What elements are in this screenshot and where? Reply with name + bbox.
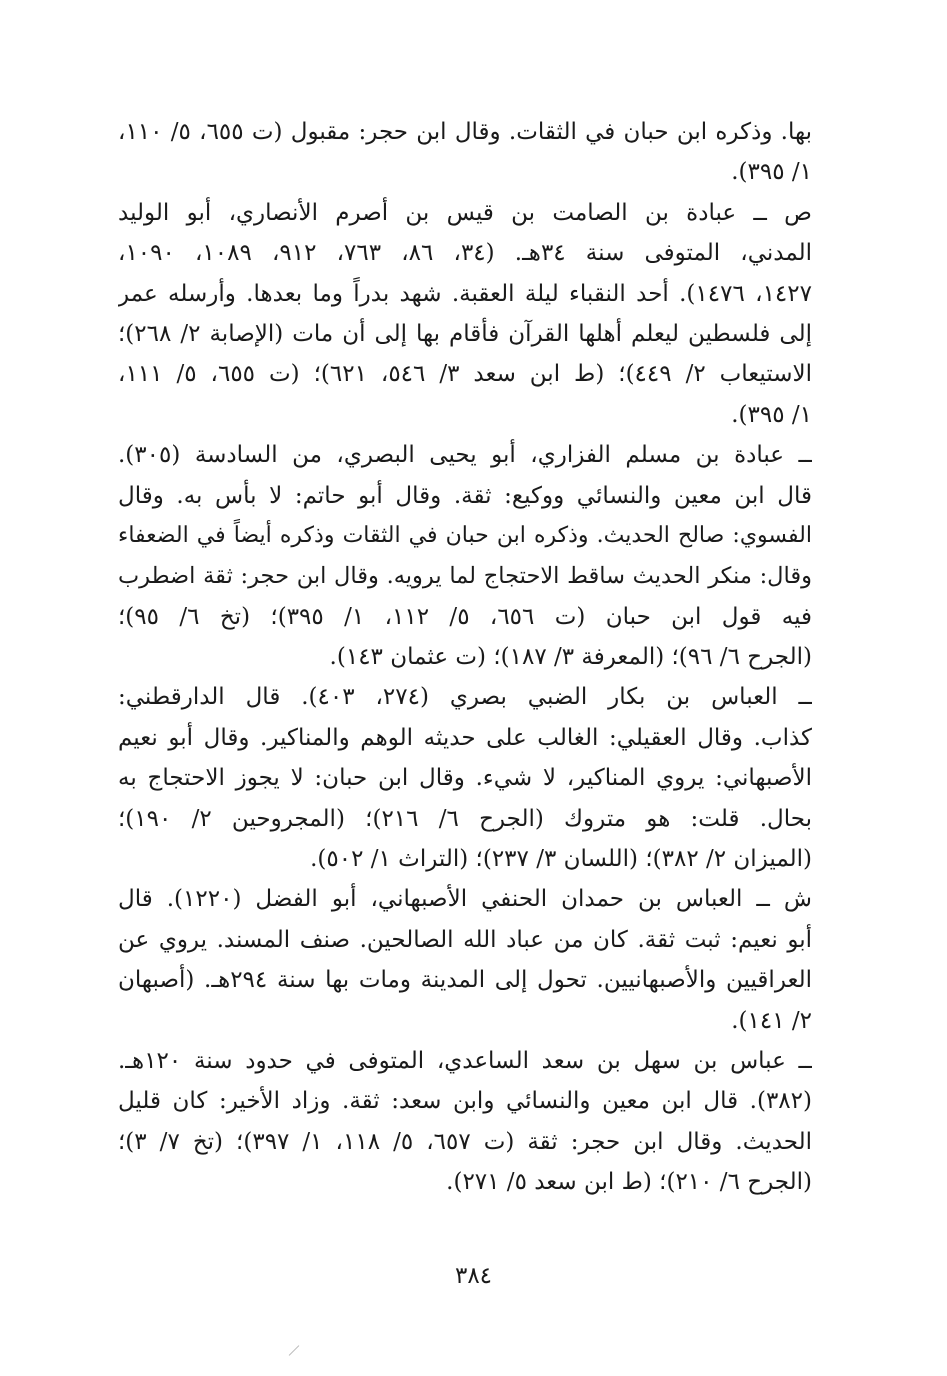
text-line: كذاب. وقال العقيلي: الغالب على حديثه الوهم والمناكير. وقال أبو نعيم: [118, 724, 812, 751]
text-line: الأصبهاني: يروي المناكير، لا شيء. وقال ابن حبان: لا يجوز الاحتجاج به: [118, 765, 812, 792]
text-line: بحال. قلت: هو متروك (الجرح ٦/ ٢١٦)؛ (المجروحين ٢/ ١٩٠)؛: [118, 805, 812, 832]
text-line: بها. وذكره ابن حبان في الثقات. وقال ابن حجر: مقبول (ت ٦٥٥، ٥/ ١١٠،: [118, 119, 812, 145]
text-line: ٢/ ١٤١).: [731, 1007, 812, 1034]
text-line: إلى فلسطين ليعلم أهلها القرآن فأقام بها إلى أن مات (الإصابة ٢/ ٢٦٨)؛: [118, 320, 812, 347]
text-line: ١/ ٣٩٥).: [731, 401, 812, 428]
text-line: العراقيين والأصبهانيين. تحول إلى المدينة ومات بها سنة ٢٩٤هـ. (أصبهان: [118, 967, 812, 994]
text-line: ص ــ عبادة بن الصامت بن قيس بن أصرم الأنصاري، أبو الوليد: [118, 199, 812, 226]
scan-artifact: [289, 1345, 300, 1356]
text-line: (الجرح ٦/ ٢١٠)؛ (ط ابن سعد ٥/ ٢٧١).: [446, 1169, 812, 1196]
text-line: ١/ ٣٩٥).: [731, 159, 812, 186]
text-line: فيه قول ابن حبان (ت ٦٥٦، ٥/ ١١٢، ١/ ٣٩٥)؛ (تخ ٦/ ٩٥)؛: [118, 603, 812, 630]
text-line: ١٤٢٧، ١٤٧٦). أحد النقباء ليلة العقبة. شهد بدراً وما بعدها. وأرسله عمر: [118, 280, 812, 307]
text-line: (٣٨٢). قال ابن معين والنسائي وابن سعد: ثقة. وزاد الأخير: كان قليل: [118, 1088, 812, 1115]
entry-continuation: [118, 112, 812, 193]
text-line: الحديث. وقال ابن حجر: ثقة (ت ٦٥٧، ٥/ ١١٨، ١/ ٣٩٧)؛ (تخ ٧/ ٣)؛: [118, 1128, 812, 1155]
text-line: الاستيعاب ٢/ ٤٤٩)؛ (ط ابن سعد ٣/ ٥٤٦، ٦٢١)؛ (ت ٦٥٥، ٥/ ١١١،: [118, 361, 812, 388]
text-line: ش ــ العباس بن حمدان الحنفي الأصبهاني، أبو الفضل (١٢٢٠). قال: [118, 886, 812, 913]
entry-ubada-ibn-al-samit: [118, 193, 812, 435]
entry-abbas-ibn-hamdan: [118, 879, 812, 1041]
text-line: أبو نعيم: ثبت ثقة. كان من عباد الله الصالحين. صنف المسند. يروي عن: [118, 926, 812, 953]
text-line: ــ العباس بن بكار الضبي بصري (٢٧٤، ٤٠٣). قال الدارقطني:: [118, 684, 812, 711]
entry-ubada-ibn-muslim: [118, 435, 812, 677]
page-number: ٣٨٤: [454, 1263, 493, 1289]
text-line: ــ عباس بن سهل بن سعد الساعدي، المتوفى في حدود سنة ١٢٠هـ.: [118, 1047, 812, 1074]
text-line: قال ابن معين والنسائي ووكيع: ثقة. وقال أبو حاتم: لا بأس به. وقال: [118, 482, 812, 509]
text-line: الفسوي: صالح الحديث. وذكره ابن حبان في الثقات وذكره أيضاً في الضعفاء: [118, 522, 812, 548]
text-line: المدني، المتوفى سنة ٣٤هـ. (٣٤، ٨٦، ٧٦٣، ٩١٢، ١٠٨٩، ١٠٩٠،: [118, 240, 812, 267]
entry-abbas-ibn-bakkar: [118, 677, 812, 879]
page-body: [118, 112, 812, 1203]
text-line: ــ عبادة بن مسلم الفزاري، أبو يحيى البصري، من السادسة (٣٠٥).: [118, 442, 812, 469]
text-line: وقال: منكر الحديث ساقط الاحتجاج لما يرويه. وقال ابن حجر: ثقة اضطرب: [118, 563, 812, 590]
text-line: (الجرح ٦/ ٩٦)؛ (المعرفة ٣/ ١٨٧)؛ (ت عثمان ١٤٣).: [329, 644, 812, 671]
text-line: (الميزان ٢/ ٣٨٢)؛ (اللسان ٣/ ٢٣٧)؛ (التراث ١/ ٥٠٢).: [310, 846, 812, 873]
entry-abbas-ibn-sahl: [118, 1041, 812, 1203]
